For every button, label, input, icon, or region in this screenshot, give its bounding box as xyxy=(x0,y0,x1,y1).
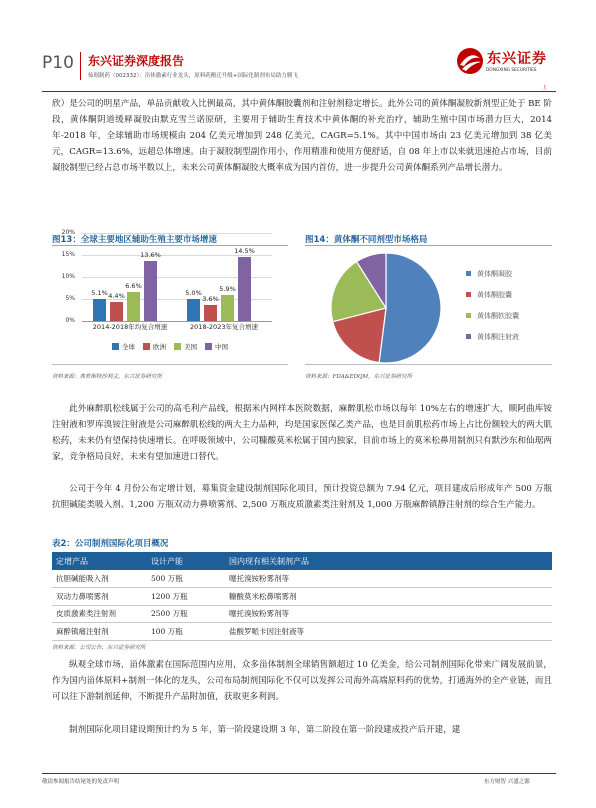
data-label: 13.6% xyxy=(140,251,161,260)
paragraph-global-market: 纵观全球市场，甾体激素在国际范围内应用，众多甾体制剂全球销售额超过 10 亿美金，给公司制剂国际化带来广阔发展前景，作为国内甾体原料+制剂一体化的龙头，公司布局制剂国际化不仅可以发挥公司海外高端原料药的优势，打通海外的全产业链，而且可以往下游制剂延伸，不断提升产品附加值，获取更多利润。 xyxy=(52,660,552,702)
x-category-label: 2014-2018年均复合增速 xyxy=(92,323,168,331)
fig14-legend xyxy=(466,263,519,347)
legend-item xyxy=(143,342,166,351)
footer-slogan: 东方财智 兴盛之源 xyxy=(484,779,530,785)
legend-item xyxy=(174,342,197,351)
legend-swatch xyxy=(466,334,471,339)
data-label: 5.0% xyxy=(185,289,202,297)
footer-rule xyxy=(42,773,556,774)
legend-swatch xyxy=(205,343,212,350)
logo-name: 东兴证券 xyxy=(487,51,547,67)
fig13-legend xyxy=(112,342,228,351)
legend-label: 黄体酮胶囊 xyxy=(477,290,512,299)
y-tick-label: 10% xyxy=(61,273,75,280)
legend-label: 中国 xyxy=(215,343,228,351)
legend-swatch xyxy=(174,343,181,350)
table-cell: 抗胆碱能吸入剂 xyxy=(52,570,147,588)
y-tick-label: 20% xyxy=(61,229,75,236)
paragraph-private-placement: 公司于今年 4 月份公布定增计划，募集资金建设制剂国际化项目，预计投资总额为 7.94 亿元，项目建成后形成年产 500 万瓶抗胆碱能类吸入剂、1,200 万瓶双动力鼻喷雾剂、2,500 万瓶皮质激素类注射剂及 1,000 万瓶麻醉镇静注射剂的综合生产能力。 xyxy=(52,484,552,510)
pie-slice xyxy=(379,253,441,363)
data-label: 5.9% xyxy=(219,285,236,294)
table-cell: 糠酸莫米松鼻喷雾剂 xyxy=(225,588,552,606)
legend-label: 美国 xyxy=(184,343,197,351)
data-label: 4.4% xyxy=(108,291,125,300)
table-row xyxy=(52,623,552,641)
table-header-cell: 国内现有相关制剂产品 xyxy=(225,552,552,570)
table-row xyxy=(52,570,552,588)
table-cell: 麻醉镇痛注射剂 xyxy=(52,623,147,641)
table-cell: 噻托溴铵粉雾剂等 xyxy=(225,570,552,588)
corner-mark: 上 xyxy=(542,85,548,91)
legend-swatch xyxy=(466,271,471,276)
table-cell: 盐酸罗哌卡因注射液等 xyxy=(225,623,552,641)
fig14-pie xyxy=(316,252,456,364)
fig13-title-rule xyxy=(52,245,288,246)
legend-label: 欧洲 xyxy=(153,343,166,351)
logo-emblem-icon xyxy=(455,46,485,76)
bar xyxy=(204,305,217,321)
table-row xyxy=(52,605,552,623)
bar xyxy=(221,295,234,321)
bar xyxy=(238,257,251,321)
table-cell: 100 万瓶 xyxy=(147,623,225,641)
legend-item xyxy=(466,284,519,305)
gridline xyxy=(82,233,272,234)
table2 xyxy=(52,552,552,641)
bar xyxy=(144,261,157,321)
x-category-label: 2018-2023年复合增速 xyxy=(190,323,258,331)
fig14-title-rule xyxy=(305,245,552,246)
data-label: 3.6% xyxy=(202,295,219,304)
legend-swatch xyxy=(466,292,471,297)
table-cell: 500 万瓶 xyxy=(147,570,225,588)
fig14-title: 图14：黄体酮不同剂型市场格局 xyxy=(305,235,428,245)
fig14-source-rule xyxy=(305,364,552,365)
legend-swatch xyxy=(466,313,471,318)
legend-item xyxy=(466,305,519,326)
table2-title: 表2：公司制剂国际化项目概况 xyxy=(52,539,169,549)
legend-item xyxy=(205,342,228,351)
legend-swatch xyxy=(143,343,150,350)
footer-disclaimer: 敬请参阅报告结尾处的免责声明 xyxy=(42,779,120,785)
data-label: 14.5% xyxy=(234,247,255,256)
fig13-source: 资料来源：弗若斯特沙利文，东兴证券研究所 xyxy=(52,374,163,380)
y-tick-label: 0% xyxy=(65,317,75,324)
table-cell: 1200 万瓶 xyxy=(147,588,225,606)
table-row xyxy=(52,588,552,606)
table-header-row xyxy=(52,552,552,570)
table-cell: 2500 万瓶 xyxy=(147,605,225,623)
fig13-source-rule xyxy=(52,364,288,365)
fig13-title: 图13：全球主要地区辅助生殖主要市场增速 xyxy=(52,235,217,245)
paragraph-progesterone: 欣）是公司的明星产品，单品贡献收入比例最高，其中黄体酮胶囊剂和注射剂稳定增长。此外公司的黄体酮凝胶新剂型正处于 BE 阶段，黄体酮阴道缓释凝胶由默克雪兰诺原研，主要用于辅助生育技术中黄体酮的补充治疗，辅助生殖中国市场潜力巨大，2014 年-2018 年，全球辅助市场规模由 204 亿美元增加到 248 亿美元，CAGR=5.1%。其中中国市场由 23 亿美元增加到 38 亿美元，CAGR=13.6%，远超总体增速。由于凝胶制型副作用小，作用精准和使用方便舒适，自 08 年上市以来就迅速抢占市场，目前凝胶制型已经占总市场半数以上，未来公司黄体酮凝胶大概率成为国内首仿，进一步提升公司黄体酮系列产品增长潜力。 xyxy=(52,99,552,173)
legend-label: 全球 xyxy=(122,343,135,351)
paragraph-project-timeline: 制剂国际化项目建设期预计约为 5 年，第一阶段建设期 3 年，第二阶段在第一阶段建成投产后开建，建 xyxy=(69,725,461,735)
fig14-source: 资料来源：FDA&EDQM，东兴证券研究所 xyxy=(305,374,413,380)
bar xyxy=(127,292,140,321)
legend-item xyxy=(466,263,519,284)
y-tick-label: 5% xyxy=(65,295,75,302)
legend-item xyxy=(466,326,519,347)
table-cell: 皮质激素类注射剂 xyxy=(52,605,147,623)
bar xyxy=(110,302,123,321)
table-cell: 噻托溴铵粉雾剂等 xyxy=(225,605,552,623)
report-subtitle: 仙琚制药（002332）：甾体激素行业龙头，原料药搬迁升级+国际化制剂布局助力腾飞 xyxy=(88,73,298,79)
table2-source: 资料来源：公司公告、东兴证券研究所 xyxy=(52,645,146,651)
logo-english: DONGXING SECURITIES xyxy=(486,68,537,73)
data-label: 5.1% xyxy=(91,288,108,297)
company-logo xyxy=(455,46,555,86)
report-title: 东兴证券深度报告 xyxy=(88,54,185,68)
legend-label: 黄体酮软胶囊 xyxy=(477,311,519,320)
legend-label: 黄体酮凝胶 xyxy=(477,269,512,278)
table-header-cell: 定增产品 xyxy=(52,552,147,570)
paragraph-anesthesia: 此外麻醉肌松线属于公司的高毛利产品线，根据米内网样本医院数据，麻醉肌松市场以每年 10%左右的增速扩大，顺阿曲库铵注射液和罗库溴铵注射液是公司麻醉肌松线的两大主力品种，均是国家医保乙类产品，也是目前肌松药市场上占比份额较大的两大肌松药，未来仍有望保持快速增长。在呼吸领域中，公司糠酸莫米松属于国内独家，目前市场上的莫米松鼻用制剂只有默沙东和仙琚两家，竞争格局良好，未来有望加速进口替代。 xyxy=(52,404,552,462)
y-tick-label: 15% xyxy=(61,251,75,258)
page-number: P10 xyxy=(42,53,74,73)
table-cell: 双动力鼻喷雾剂 xyxy=(52,588,147,606)
table-header-cell: 设计产能 xyxy=(147,552,225,570)
header-rule xyxy=(42,91,556,92)
bar xyxy=(93,299,106,321)
legend-swatch xyxy=(112,343,119,350)
legend-item xyxy=(112,342,135,351)
data-label: 6.6% xyxy=(125,281,142,290)
header-separator xyxy=(80,52,81,80)
legend-label: 黄体酮注射液 xyxy=(477,332,519,341)
